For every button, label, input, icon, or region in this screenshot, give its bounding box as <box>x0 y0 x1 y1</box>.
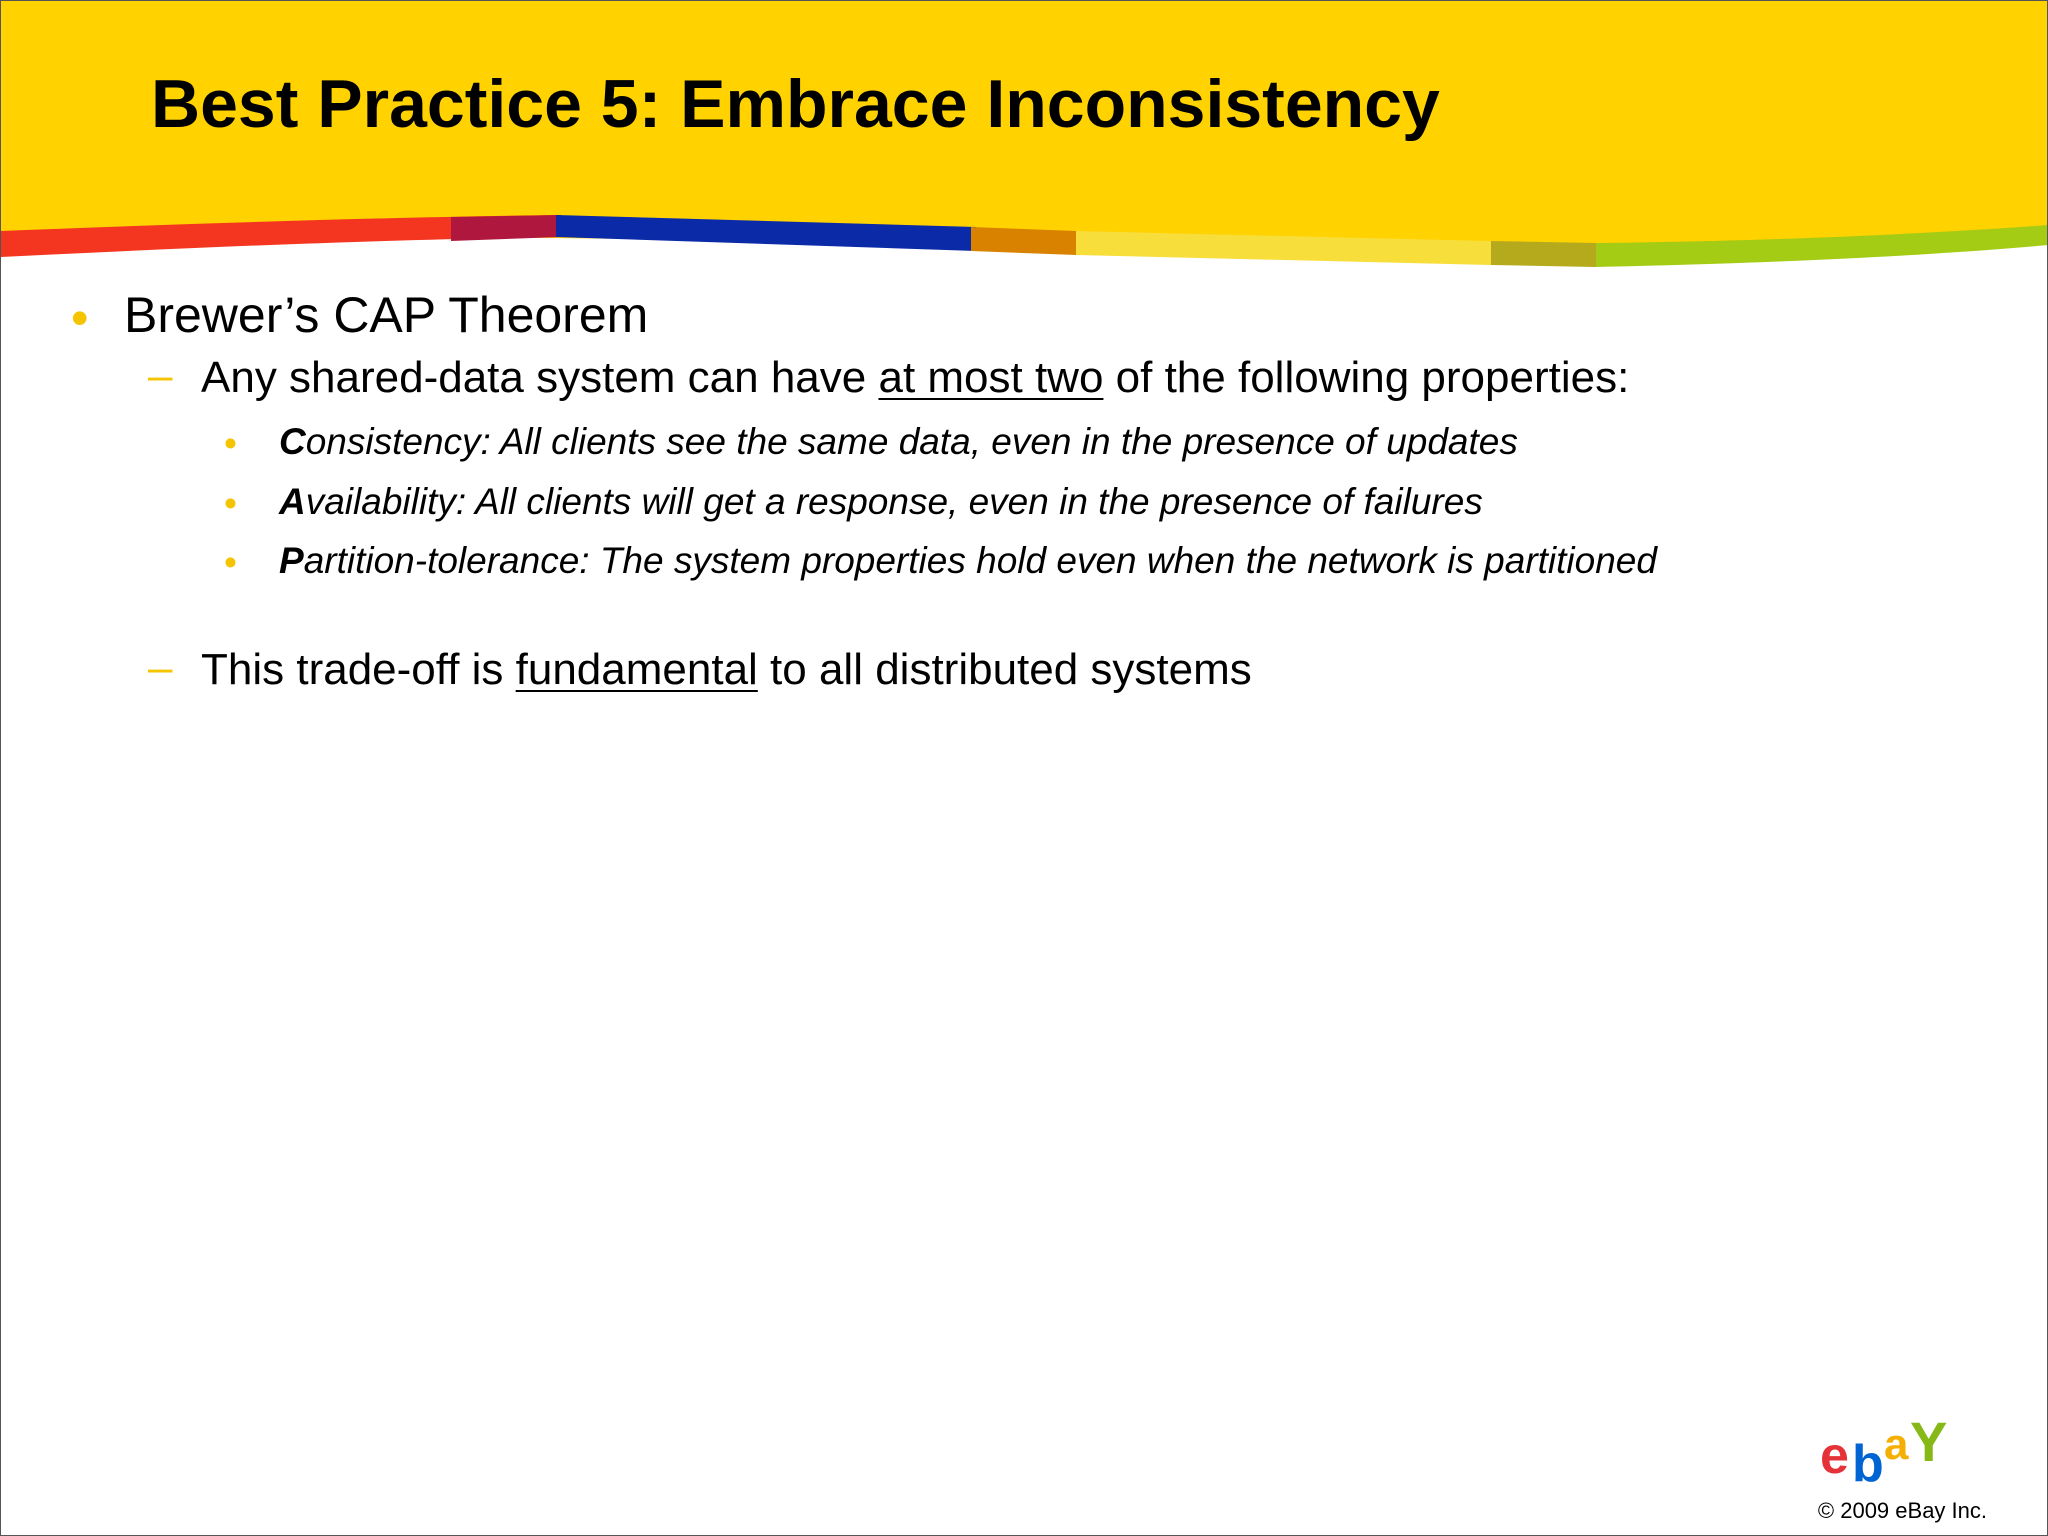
sub2-text-after: to all distributed systems <box>757 645 1252 694</box>
property-partition-tolerance <box>279 540 1657 582</box>
property-text: artition-tolerance: The system properties hold even when the network is partitioned <box>303 540 1657 581</box>
property-text: onsistency: All clients see the same data, even in the presence of updates <box>305 421 1518 462</box>
dash-bullet-icon: – <box>148 351 173 400</box>
slide-title: Best Practice 5: Embrace Inconsistency <box>151 66 1440 142</box>
property-initial: C <box>279 421 306 462</box>
header-banner <box>1 1 2047 281</box>
sub1-text-after: of the following properties: <box>1103 353 1630 402</box>
property-consistency <box>279 421 1518 463</box>
bullet-dot-icon: • <box>224 542 237 583</box>
bullet-dot-icon: • <box>224 423 237 464</box>
bullet-cap-theorem: Brewer’s CAP Theorem <box>124 287 649 343</box>
sub-bullet-fundamental-tradeoff <box>201 645 1252 695</box>
sub1-text-before: Any shared-data system can have <box>201 353 879 402</box>
logo-letter-y: Y <box>1910 1421 1948 1473</box>
dash-bullet-icon: – <box>148 643 173 692</box>
logo-letter-e: e <box>1820 1427 1849 1485</box>
ebay-logo <box>1816 1421 1966 1491</box>
sub2-text-before: This trade-off is <box>201 645 516 694</box>
logo-letter-a: a <box>1884 1421 1909 1469</box>
sub-bullet-two-properties <box>201 353 1629 403</box>
bullet-dot-icon: • <box>224 483 237 524</box>
property-text: vailability: All clients will get a response, even in the presence of failures <box>305 481 1483 522</box>
sub1-underlined-text: at most two <box>878 353 1104 402</box>
property-initial: A <box>279 481 306 522</box>
copyright-notice: © 2009 eBay Inc. <box>1817 1498 1987 1523</box>
sub2-underlined-text: fundamental <box>515 645 758 694</box>
property-availability <box>279 481 1483 523</box>
bullet-dot-icon: • <box>71 290 89 346</box>
property-initial: P <box>279 540 304 581</box>
logo-letter-b: b <box>1852 1435 1884 1491</box>
